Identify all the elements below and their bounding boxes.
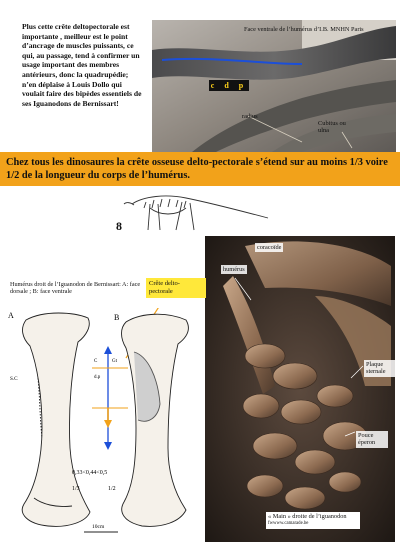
- label-gt: Gt: [112, 359, 117, 364]
- humerus-photo-caption: Face ventrale de l’humérus d’I.B. MNHN Paris: [244, 26, 364, 33]
- humerus-drawing: [8, 308, 204, 540]
- label-b: B: [114, 313, 120, 322]
- label-dp: d.p: [94, 375, 101, 380]
- pouce-eperon-label: Pouce éperon: [356, 431, 388, 448]
- humerus-ventral: [122, 314, 189, 526]
- dinosaur-skeleton-sketch: [120, 190, 270, 234]
- figure-number: 8: [116, 219, 122, 233]
- humerus-figure-caption: Humérus droit de l’Iguanodon de Bernissart: A: face dorsale ; B: face ventrale: [10, 281, 141, 296]
- humerus-photo-label: humérus: [223, 266, 245, 273]
- hand-photo-caption: [266, 512, 360, 529]
- ratio-text: 0,33<0,44<0,5: [72, 470, 108, 476]
- label-a: A: [8, 311, 14, 320]
- coracoide-label: coracoïde: [257, 244, 282, 251]
- humerus-ventral-photo: [152, 20, 396, 152]
- scale-text: 10cm: [92, 524, 105, 530]
- humerus-dorsal: [22, 313, 90, 526]
- iguanodon-hand-photo-image: [205, 236, 395, 542]
- label-sc: S.C: [10, 376, 18, 382]
- crete-deltopectorale-label: Crête delto-pectorale: [146, 278, 206, 298]
- radius-label: radius: [242, 113, 258, 120]
- measurement-arrows: [92, 346, 128, 450]
- banner-text: Chez tous les dinosaures la crête osseuse delto-pectorale s’étend sur au moins 1/3 voire 1/2 de la longueur du corps de l’humérus.: [6, 157, 388, 181]
- humerus-ventral-photo-image: [152, 20, 396, 152]
- plaque-sternale-label: Plaque sternale: [364, 360, 396, 377]
- iguanodon-hand-photo: [205, 236, 395, 542]
- intro-paragraph: Plus cette crête deltopectorale est importante , meilleur est le point d’ancrage de muscles puissants, ce qui, au passage, tend à confirmer un usage important des membres antérieurs, donc la quadrupédie; n’en déplaise à Louis Dollo qui voulait faire des bipèdes essentiels de ses Iguanodons de Bernissart!: [22, 22, 142, 108]
- fraction-half: 1/2: [108, 486, 116, 492]
- cdp-label: c d p: [210, 81, 248, 90]
- label-c: C: [94, 359, 98, 364]
- fraction-third: 1/3: [72, 486, 80, 492]
- cubitus-label: Cubitus ou ulna: [318, 120, 346, 135]
- hand-caption-text: « Main » droite de l’iguanodon: [268, 513, 347, 520]
- hand-caption-author: fwwww.camarade.be: [268, 521, 309, 527]
